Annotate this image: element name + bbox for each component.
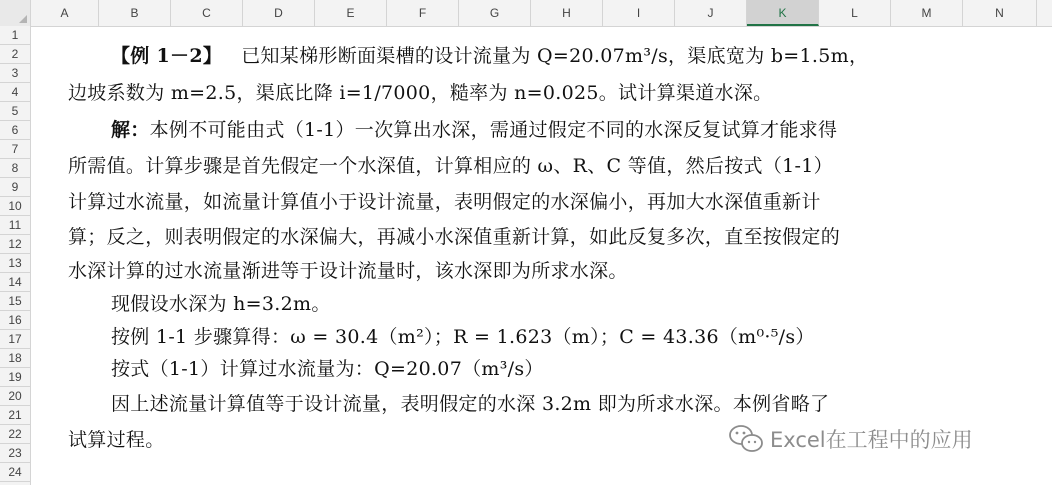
problem-statement-2: 边坡系数为 m=2.5，渠底比降 i=1/7000，糙率为 n=0.025。试计算渠道水深。 <box>68 82 773 104</box>
solution-text-2: 所需值。计算步骤是首先假定一个水深值，计算相应的 ω、R、C 等值，然后按式（1-1） <box>68 155 833 177</box>
solution-text-3: 计算过水流量，如流量计算值小于设计流量，表明假定的水深偏小，再加大水深值重新计 <box>68 191 821 213</box>
column-header-l[interactable]: L <box>819 0 891 26</box>
worksheet-area[interactable] <box>31 27 1052 485</box>
row-header-10[interactable]: 10 <box>0 197 30 216</box>
row-header-1[interactable]: 1 <box>0 26 30 45</box>
conclusion-line-1: 因上述流量计算值等于设计流量，表明假定的水深 3.2m 即为所求水深。本例省略了 <box>111 393 830 415</box>
column-header-m[interactable]: M <box>891 0 963 26</box>
watermark-text: Excel在工程中的应用 <box>770 428 973 452</box>
discharge-line: 按式（1-1）计算过水流量为：Q=20.07（m³/s） <box>111 358 544 380</box>
solution-line-1 <box>111 115 837 142</box>
solution-text-1: 本例不可能由式（1-1）一次算出水深，需通过假定不同的水深反复试算才能求得 <box>149 119 838 141</box>
row-header-24[interactable]: 24 <box>0 463 30 482</box>
row-header-22[interactable]: 22 <box>0 425 30 444</box>
watermark <box>728 424 973 454</box>
row-header-bar <box>0 26 31 485</box>
row-header-19[interactable]: 19 <box>0 368 30 387</box>
solution-text-4: 算；反之，则表明假定的水深偏大，再减小水深值重新计算，如此反复多次，直至按假定的 <box>68 226 841 248</box>
column-header-b[interactable]: B <box>99 0 171 26</box>
solution-text-5: 水深计算的过水流量渐进等于设计流量时，该水深即为所求水深。 <box>68 260 628 282</box>
row-header-9[interactable]: 9 <box>0 178 30 197</box>
column-header-h[interactable]: H <box>531 0 603 26</box>
example-title: 【例 1－2】 <box>111 45 223 67</box>
row-header-16[interactable]: 16 <box>0 311 30 330</box>
row-header-6[interactable]: 6 <box>0 121 30 140</box>
assumption-line: 现假设水深为 h=3.2m。 <box>111 293 331 315</box>
computed-values-line: 按例 1-1 步骤算得：ω = 30.4（m²）；R = 1.623（m）；C = 43.36（m⁰·⁵/s） <box>111 326 815 348</box>
row-header-11[interactable]: 11 <box>0 216 30 235</box>
column-header-k[interactable]: K <box>747 0 819 26</box>
example-line-1 <box>111 41 868 68</box>
row-header-21[interactable]: 21 <box>0 406 30 425</box>
row-header-8[interactable]: 8 <box>0 159 30 178</box>
problem-statement-1: 已知某梯形断面渠槽的设计流量为 Q=20.07m³/s，渠底宽为 b=1.5m， <box>241 45 869 67</box>
column-header-d[interactable]: D <box>243 0 315 26</box>
row-header-18[interactable]: 18 <box>0 349 30 368</box>
row-header-20[interactable]: 20 <box>0 387 30 406</box>
column-header-j[interactable]: J <box>675 0 747 26</box>
row-header-13[interactable]: 13 <box>0 254 30 273</box>
column-header-n[interactable]: N <box>963 0 1037 26</box>
row-header-12[interactable]: 12 <box>0 235 30 254</box>
row-header-15[interactable]: 15 <box>0 292 30 311</box>
row-header-17[interactable]: 17 <box>0 330 30 349</box>
wechat-icon <box>728 424 764 454</box>
row-header-23[interactable]: 23 <box>0 444 30 463</box>
row-header-3[interactable]: 3 <box>0 64 30 83</box>
column-header-f[interactable]: F <box>387 0 459 26</box>
row-header-2[interactable]: 2 <box>0 45 30 64</box>
row-header-7[interactable]: 7 <box>0 140 30 159</box>
column-header-i[interactable]: I <box>603 0 675 26</box>
column-header-c[interactable]: C <box>171 0 243 26</box>
conclusion-line-2: 试算过程。 <box>68 429 165 451</box>
row-header-5[interactable]: 5 <box>0 102 30 121</box>
select-all-corner[interactable] <box>0 0 31 26</box>
column-header-a[interactable]: A <box>31 0 99 26</box>
column-header-e[interactable]: E <box>315 0 387 26</box>
column-header-bar <box>0 0 1052 27</box>
row-header-14[interactable]: 14 <box>0 273 30 292</box>
solution-label: 解： <box>111 119 150 141</box>
row-header-4[interactable]: 4 <box>0 83 30 102</box>
column-header-g[interactable]: G <box>459 0 531 26</box>
